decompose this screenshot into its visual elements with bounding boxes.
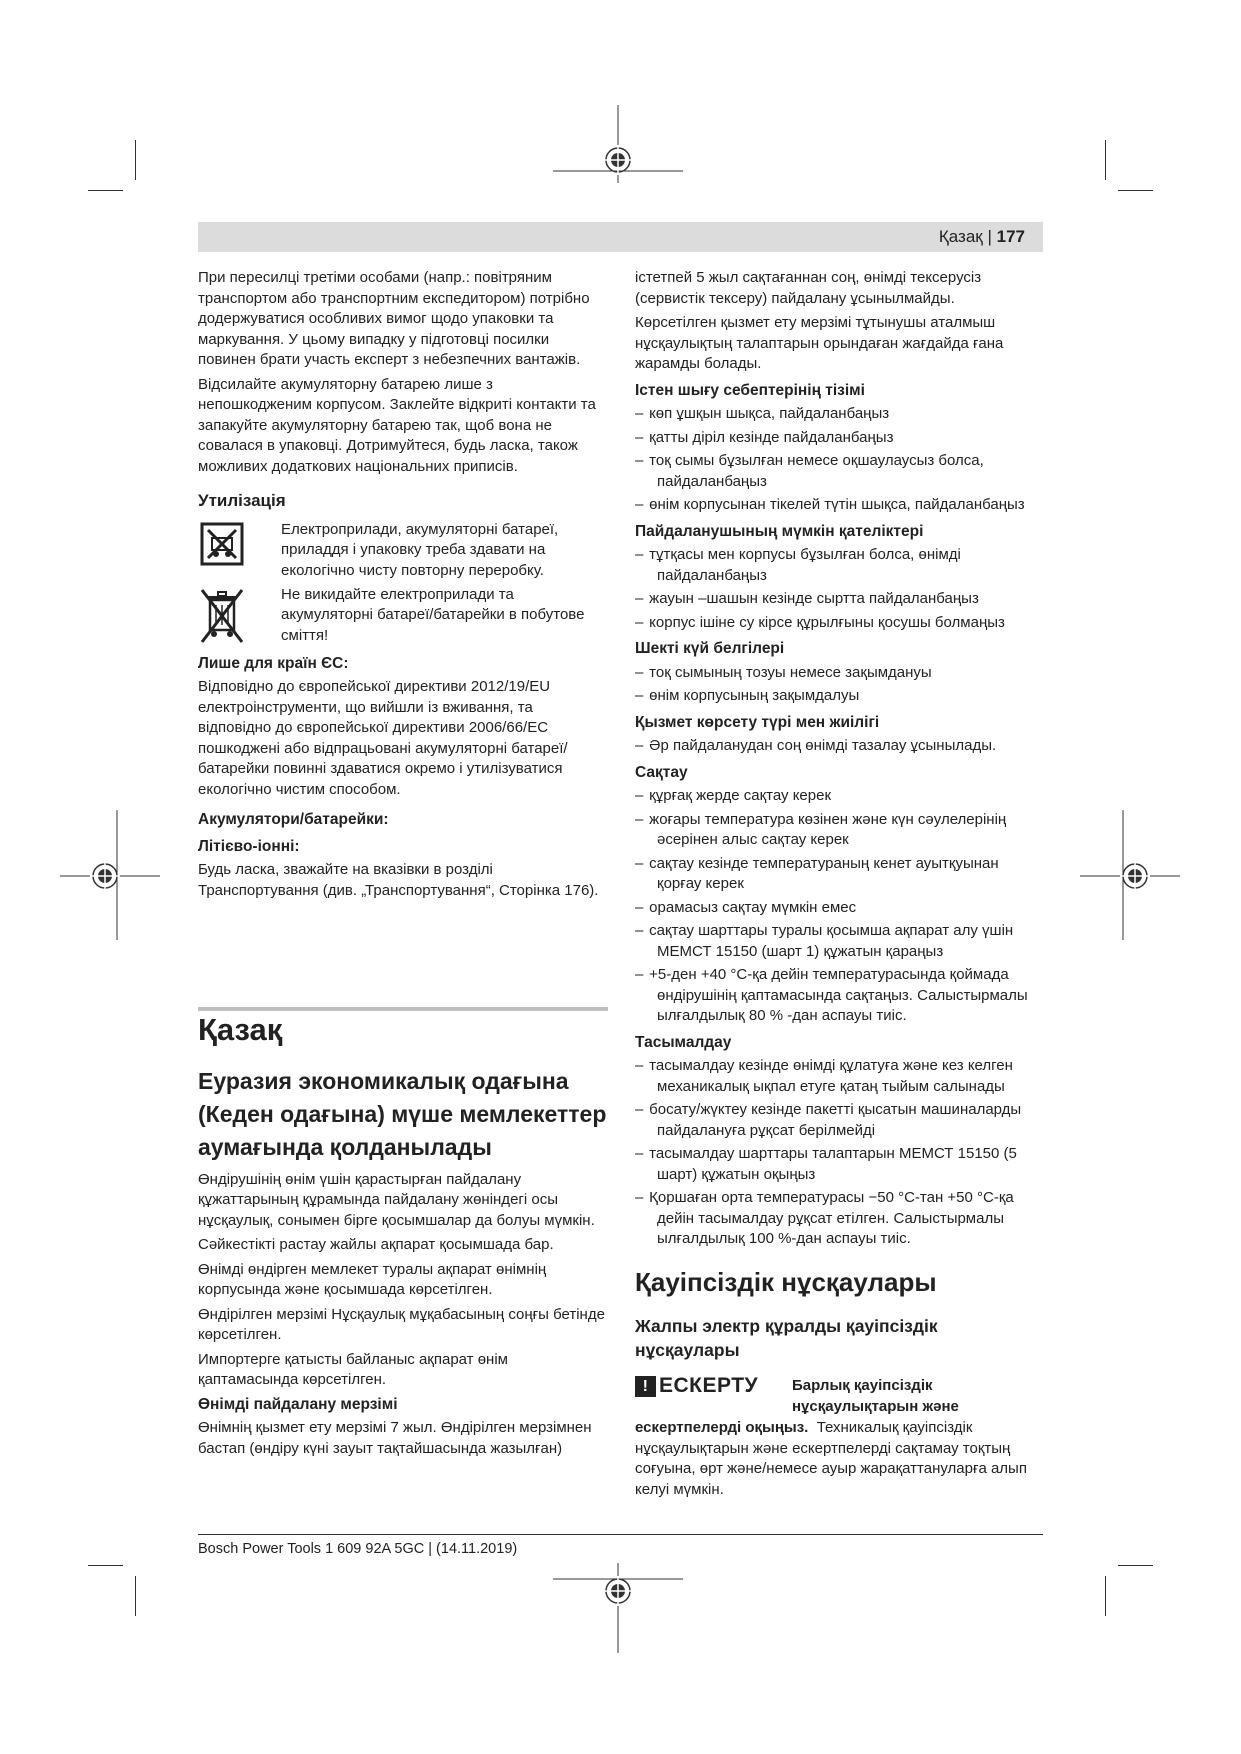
- crop-mark: [1118, 190, 1153, 191]
- warning-bold-2: ескертпелерді оқыңыз.: [635, 1419, 809, 1436]
- crop-mark: [1105, 140, 1106, 180]
- kazakh-title: Қазақ: [198, 1012, 283, 1047]
- service-heading: Қызмет көрсету түрі мен жиілігі: [635, 713, 880, 731]
- crop-mark: [88, 190, 123, 191]
- left-column: [198, 268, 608, 905]
- list-item: – тоқ сымының тозуы немесе зақымдануы: [635, 663, 932, 681]
- storage-heading: Сақтау: [635, 763, 688, 781]
- list-item: – тасымалдау шарттары талаптарын МЕМСТ 15150 (5 шарт) құжатын оқыңыз: [635, 1145, 1017, 1183]
- paragraph: Відсилайте акумуляторну батарею лише з непошкодженим корпусом. Заклейте відкриті контакти та запакуйте акумуляторну батарею так, щоб вона не совалася в упаковці. Дотримуйтеся, будь ласка, також можливих додаткових національних приписів.: [198, 375, 596, 475]
- limit-heading: Шекті күй белгілері: [635, 640, 785, 657]
- crop-mark: [88, 1565, 123, 1566]
- recycling-icon: [200, 522, 244, 566]
- list-item: – қатты діріл кезінде пайдаланбаңыз: [635, 428, 894, 446]
- header-title: Қазақ: [938, 227, 983, 246]
- transport-heading: Тасымалдау: [635, 1033, 732, 1051]
- paragraph: Сәйкестікті растау жайлы ақпарат қосымшада бар.: [198, 1236, 554, 1253]
- footer-text: Bosch Power Tools 1 609 92A 5GC | (14.11.2019): [198, 1541, 518, 1557]
- usage-text: Өнімнің қызмет ету мерзімі 7 жыл. Өндірілген мерзімнен бастап (өндіру күні зауыт тақтайшасында жазылған): [198, 1419, 592, 1457]
- list-item: – +5-ден +40 °C-қа дейін температурасында қоймада өндірушінің қаптамасында сақтаңыз. Салыстырмалы ылғалдылық 80 % -дан аспауы тиіс.: [635, 966, 1028, 1024]
- list-item: – көп ұшқын шықса, пайдаланбаңыз: [635, 405, 890, 422]
- warning-body: Техникалық қауіпсіздік нұсқаулықтарын және ескертпелерді сақтамау тоқтың соғуына, өрт және/немесе ауыр жарақаттануларға алып келуі мүмкін.: [635, 1419, 1027, 1498]
- disposal-text-2: Не викидайте електроприлади та акумуляторні батареї/батарейки в побутове сміття!: [281, 585, 585, 644]
- crop-mark: [1118, 1565, 1153, 1566]
- left-column-kazakh: [198, 1012, 608, 1463]
- warning-label: ЕСКЕРТУ: [659, 1374, 759, 1398]
- page-header: [198, 222, 1043, 252]
- disposal-text-1: Електроприлади, акумуляторні батареї, приладдя і упаковку треба здавати на екологічно чисту повторну переробку.: [281, 520, 559, 579]
- eu-text: Відповідно до європейської директиви 2012/19/EU електроінструменти, що вийшли із вживання, та відповідно до європейської директиви 2006/66/EC пошкоджені або відпрацьовані акумуляторні батареї/батарейки повинні здаватися окремо і утилізуватися екологічно чистим способом.: [198, 678, 568, 798]
- list-item: – тұтқасы мен корпусы бұзылған болса, өнімді пайдаланбаңыз: [635, 546, 961, 584]
- list-item: – тасымалдау кезінде өнімді құлатуға және кез келген механикалық ықпал етуге қатаң тыйым салынады: [635, 1057, 1013, 1095]
- registration-mark-right: [1080, 810, 1180, 940]
- registration-mark-bottom: [553, 1563, 683, 1663]
- right-column: [635, 268, 1045, 1504]
- paragraph: істетпей 5 жыл сақтағаннан соң, өнімді тексерусіз (сервистік тексеру) пайдалану ұсынылмайды.: [635, 269, 982, 307]
- warning-bold-1: Барлық қауіпсіздік нұсқаулықтарын және: [792, 1377, 959, 1415]
- registration-mark-top: [553, 105, 683, 215]
- paragraph: Өндірілген мерзімі Нұсқаулық мұқабасының соңғы бетінде көрсетілген.: [198, 1305, 605, 1343]
- list-item: – сақтау кезінде температураның кенет ауытқуынан қорғау керек: [635, 854, 999, 892]
- crop-mark: [135, 1576, 136, 1616]
- list-item: – Әр пайдаланудан соң өнімді тазалау ұсынылады.: [635, 737, 997, 754]
- failure-heading: Істен шығу себептерінің тізімі: [635, 381, 865, 399]
- liion-text: Будь ласка, зважайте на вказівки в розділі Транспортування (див. „Транспортування“, Сторінка 176).: [198, 861, 599, 899]
- warning-text: [635, 1418, 1045, 1500]
- list-item: – жауын –шашын кезінде сыртта пайдаланбаңыз: [635, 590, 979, 607]
- paragraph: Импортерге қатысты байланыс ақпарат өнім қаптамасында көрсетілген.: [198, 1350, 508, 1388]
- header-text: Қазақ | 177: [938, 227, 1025, 246]
- user-errors-heading: Пайдаланушының мүмкін қателіктері: [635, 522, 924, 540]
- footer-rule: [198, 1534, 1043, 1535]
- warning-badge: [635, 1376, 758, 1397]
- list-item: – тоқ сымы бұзылған немесе оқшаулаусыз болса, пайдаланбаңыз: [635, 452, 984, 490]
- eu-heading: Лише для країн ЄС:: [198, 654, 349, 672]
- list-item: – сақтау шарттары туралы қосымша ақпарат алу үшін МЕМСТ 15150 (шарт 1) құжатын қараңыз: [635, 922, 1014, 960]
- list-item: – өнім корпусынан тікелей түтін шықса, пайдаланбаңыз: [635, 496, 1025, 513]
- crop-mark: [135, 140, 136, 180]
- list-item: – босату/жүктеу кезінде пакетті қысатын машиналарды пайдалануға рұқсат берілмейді: [635, 1101, 1022, 1139]
- paragraph: Көрсетілген қызмет ету мерзімі тұтынушы аталмыш нұсқаулықтың талаптарын орындаған жағдайда ғана жарамды болады.: [635, 314, 1004, 372]
- general-safety-heading: Жалпы электр құралды қауіпсіздік нұсқаулары: [635, 1316, 938, 1360]
- list-item: – жоғары температура көзінен және күн сәулелерінің әсерінен алыс сақтау керек: [635, 810, 1007, 848]
- paragraph: При пересилці третіми особами (напр.: повітряним транспортом або транспортним експедитором) потрібно додержуватися особливих вимог щодо упаковки та маркування. У цьому випадку у підготовці посилки повинен брати участь експерт з небезпечних вантажів.: [198, 269, 590, 368]
- registration-mark-left: [60, 810, 160, 940]
- safety-heading: Қауіпсіздік нұсқаулары: [635, 1266, 937, 1297]
- paragraph: Өндірушінің өнім үшін қарастырған пайдалану құжаттарының құрамында пайдалану жөніндегі осы нұсқаулық, сонымен бірге қосымшалар да болуы мүмкін.: [198, 1170, 595, 1229]
- eurasia-heading: Еуразия экономикалық одағына (Кеден одағына) мүше мемлекеттер аумағында қолданылады: [198, 1067, 607, 1160]
- crop-mark: [1105, 1576, 1106, 1616]
- section-divider: [198, 1007, 608, 1011]
- list-item: – өнім корпусының зақымдалуы: [635, 687, 860, 704]
- list-item: – құрғақ жерде сақтау керек: [635, 787, 832, 804]
- page-number: 177: [996, 227, 1025, 246]
- warning-triangle-icon: !: [635, 1376, 656, 1397]
- list-item: – орамасыз сақтау мүмкін емес: [635, 898, 857, 916]
- batteries-heading: Акумулятори/батарейки:: [198, 811, 389, 828]
- paragraph: Өнімді өндірген мемлекет туралы ақпарат өнімнің корпусында және қосымшада көрсетілген.: [198, 1260, 547, 1298]
- liion-heading: Літієво-іонні:: [198, 837, 300, 855]
- usage-heading: Өнімді пайдалану мерзімі: [198, 1395, 398, 1413]
- weee-bin-icon: [200, 588, 244, 646]
- list-item: – Қоршаған орта температурасы −50 °C-тан +50 °C-қа дейін тасымалдау рұқсат етілген. Салыстырмалы ылғалдылық 100 %-дан аспауы тиіс.: [635, 1189, 1014, 1247]
- list-item: – корпус ішіне су кірсе құрылғыны қосушы болмаңыз: [635, 613, 1005, 631]
- disposal-heading: Утилізація: [198, 491, 286, 510]
